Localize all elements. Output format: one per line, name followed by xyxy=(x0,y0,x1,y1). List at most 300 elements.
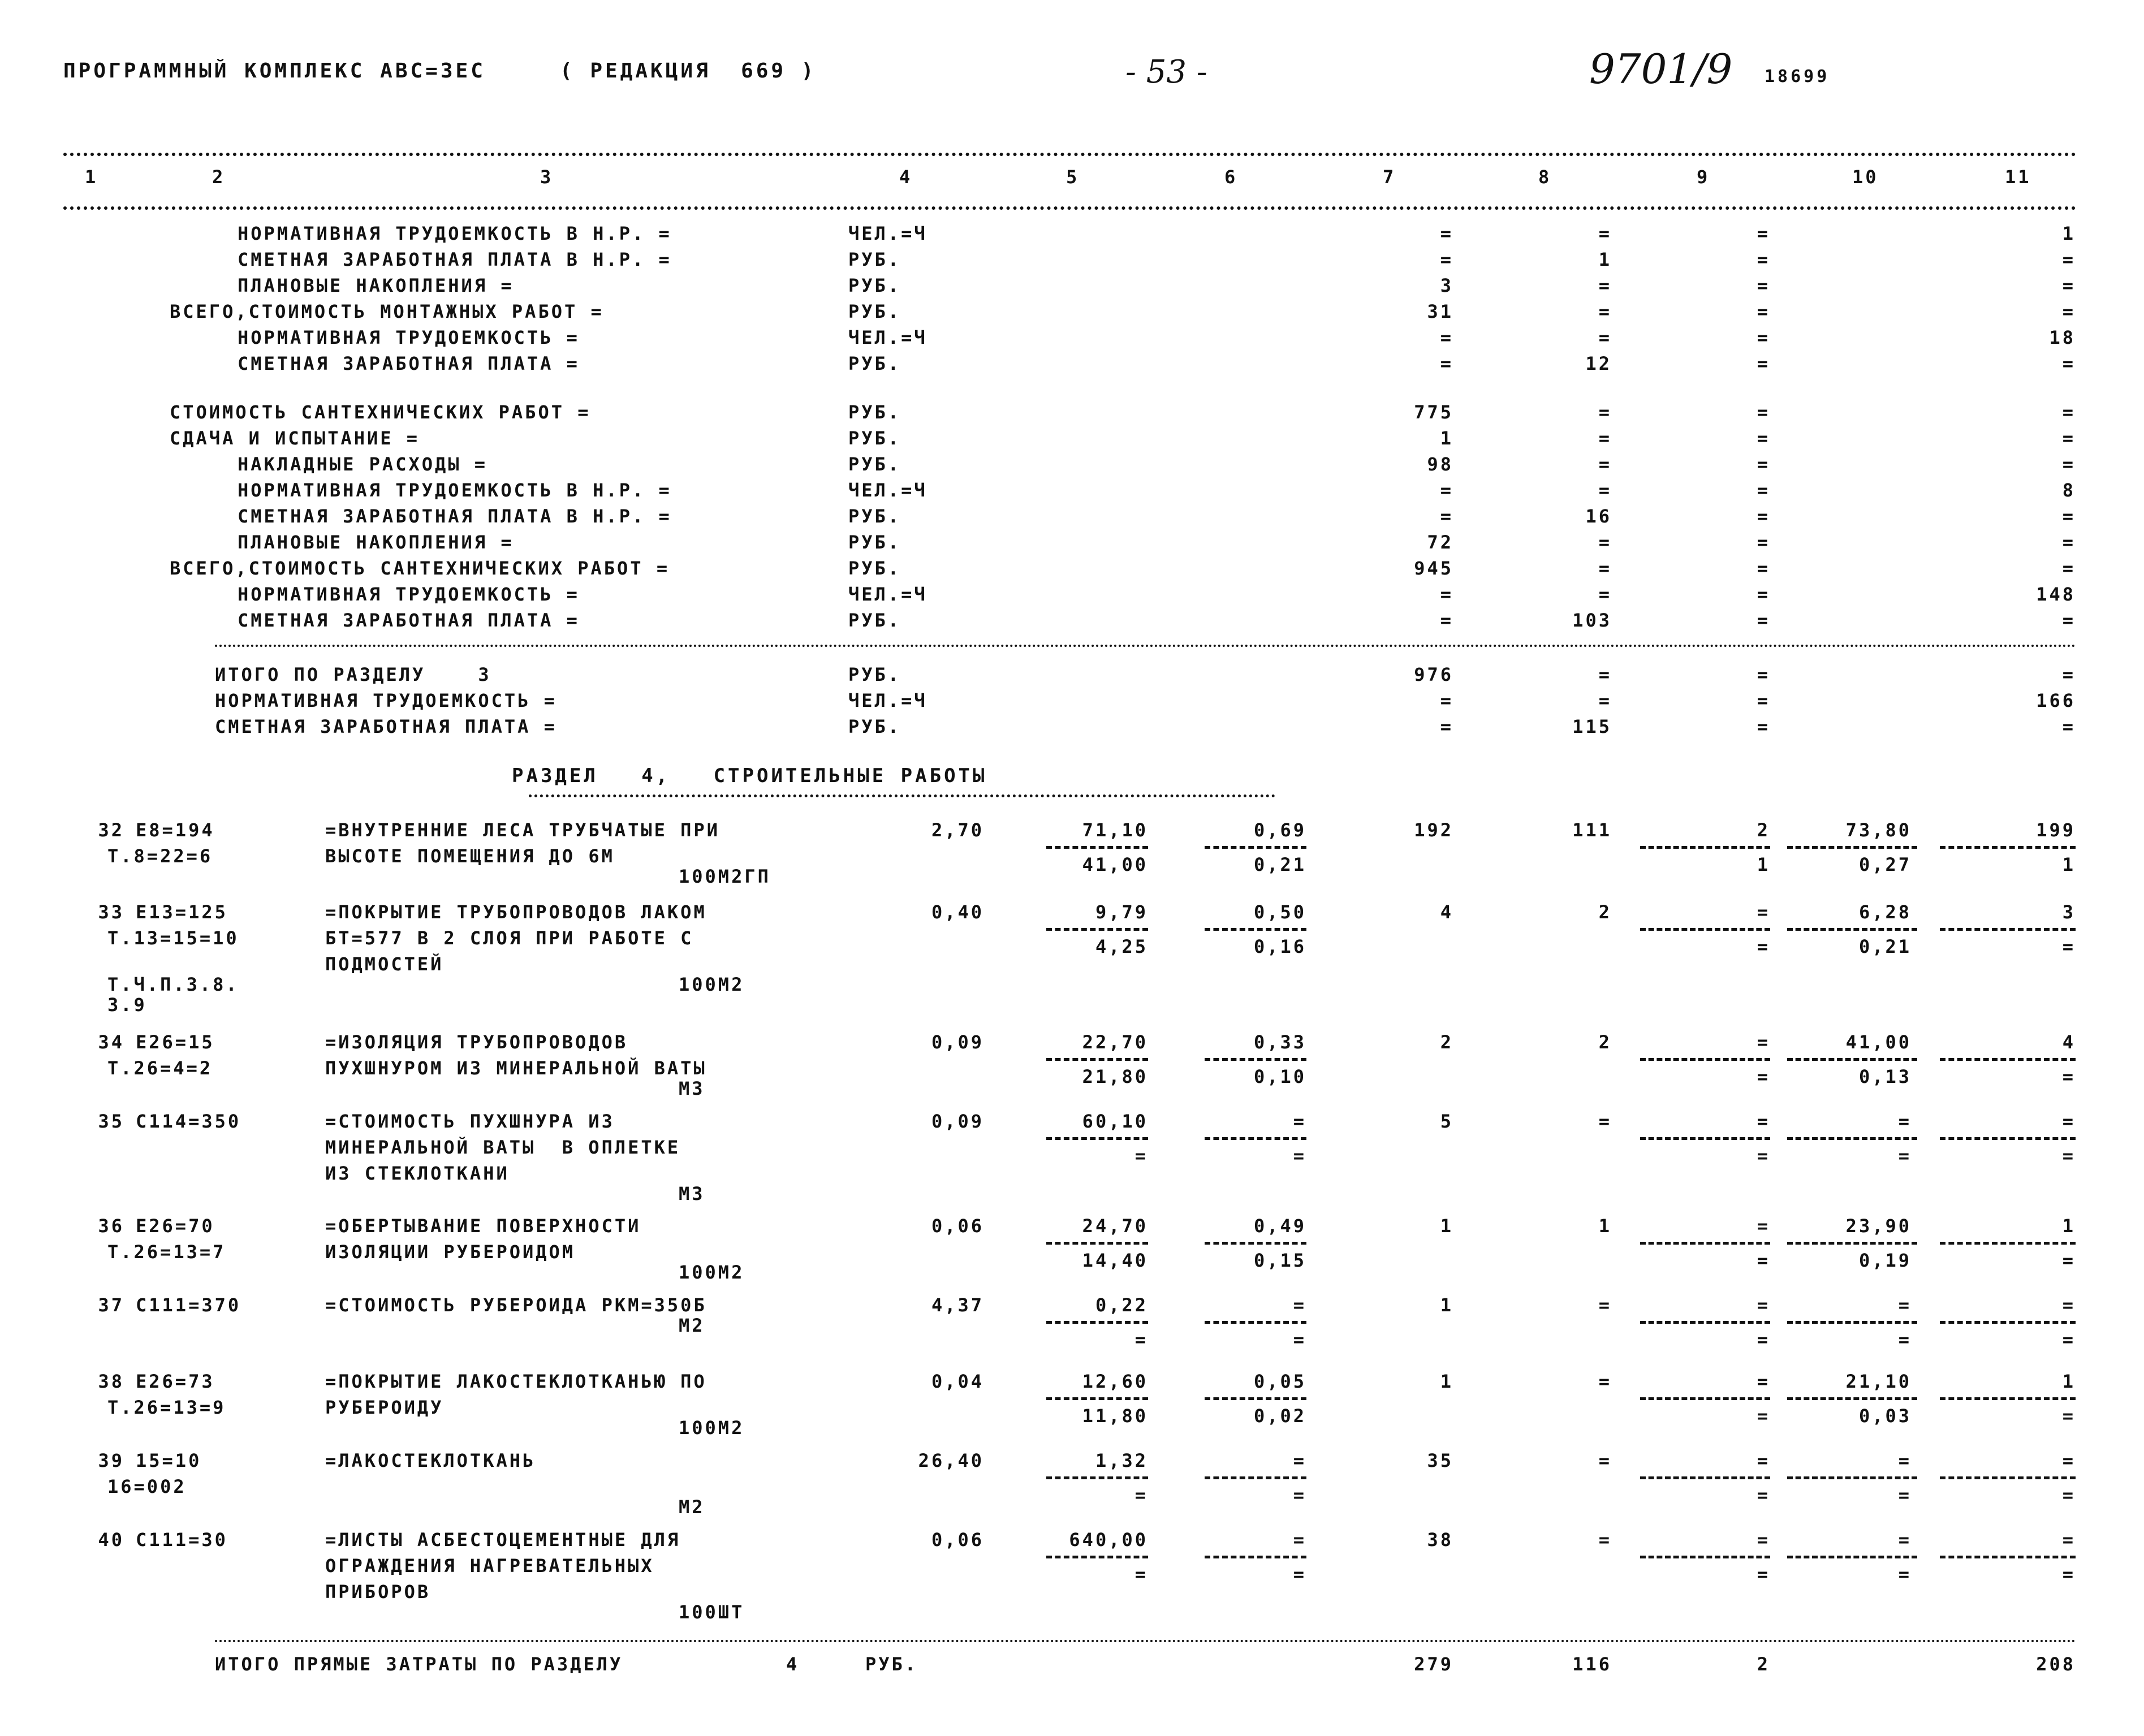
summary-row xyxy=(0,581,2144,607)
item-sub-s10: 0,27 xyxy=(1858,854,1912,875)
item-description-line: ПОДМОСТЕЙ xyxy=(325,953,444,975)
item-sub-s10: 0,13 xyxy=(1858,1066,1912,1087)
item-sub-s11: 1 xyxy=(2062,854,2076,875)
item-sub-s10: 0,03 xyxy=(1858,1405,1912,1427)
column-subtotal-divider xyxy=(1205,1556,1306,1558)
section3-total-row xyxy=(0,688,2144,714)
item-unit: М3 xyxy=(679,1078,705,1099)
summary-col8: = xyxy=(1598,223,1612,244)
item-qty: 2,70 xyxy=(931,819,984,841)
item-sub-s5: 11,80 xyxy=(1082,1405,1148,1427)
item-c8: = xyxy=(1598,1450,1612,1471)
summary-col7: 945 xyxy=(1414,558,1453,579)
summary-col7: = xyxy=(1440,506,1453,527)
summary-row xyxy=(0,477,2144,503)
final-total-col9: 2 xyxy=(1757,1653,1770,1675)
item-sub-s10: = xyxy=(1898,1564,1912,1585)
final-total-col11: 208 xyxy=(2036,1653,2076,1675)
item-sub-s11: = xyxy=(2062,1250,2076,1271)
column-subtotal-divider xyxy=(1205,1476,1306,1479)
item-code-extra: 3.9 xyxy=(107,994,147,1016)
item-code-table: Т.26=4=2 xyxy=(107,1057,213,1079)
column-header: 7 xyxy=(1383,166,1396,188)
column-subtotal-divider xyxy=(1205,928,1306,931)
item-number: 36 xyxy=(98,1215,124,1237)
total-col11: = xyxy=(2062,716,2076,737)
item-code-table: Т.26=13=7 xyxy=(107,1241,226,1263)
item-code: Е13=125 xyxy=(136,901,228,923)
item-c9: = xyxy=(1757,1529,1770,1551)
summary-text: СДАЧА И ИСПЫТАНИЕ = xyxy=(170,427,420,449)
item-c11: 1 xyxy=(2062,1371,2076,1392)
document-code: 18699 xyxy=(1765,67,1830,87)
item-sub-s10: = xyxy=(1898,1145,1912,1167)
item-c5: 0,22 xyxy=(1095,1294,1148,1316)
summary-col11: = xyxy=(2062,249,2076,270)
column-header: 11 xyxy=(2005,166,2031,188)
item-unit: М2 xyxy=(679,1496,705,1518)
summary-col8: 12 xyxy=(1585,353,1612,374)
total-col11: 166 xyxy=(2036,690,2076,711)
summary-row xyxy=(0,221,2144,247)
column-header-rule xyxy=(63,206,2077,210)
column-header: 2 xyxy=(212,166,226,188)
summary-text: СМЕТНАЯ ЗАРАБОТНАЯ ПЛАТА = xyxy=(238,610,580,631)
summary-col7: = xyxy=(1440,480,1453,501)
column-header-row xyxy=(0,164,2144,190)
item-number: 38 xyxy=(98,1371,124,1392)
item-c9: = xyxy=(1757,1371,1770,1392)
column-subtotal-divider xyxy=(1205,1397,1306,1400)
item-unit: М3 xyxy=(679,1183,705,1204)
final-total-unit: РУБ. xyxy=(865,1653,918,1675)
summary-row xyxy=(0,325,2144,351)
summary-row xyxy=(0,351,2144,377)
item-c10: = xyxy=(1898,1450,1912,1471)
item-description-line: =ПОКРЫТИЕ ТРУБОПРОВОДОВ ЛАКОМ xyxy=(325,901,707,923)
column-subtotal-divider xyxy=(1940,928,2076,931)
item-c7: 1 xyxy=(1440,1215,1453,1237)
column-subtotal-divider xyxy=(1640,846,1770,849)
summary-col7: = xyxy=(1440,353,1453,374)
item-sub-s5: = xyxy=(1134,1145,1148,1167)
item-c7: 2 xyxy=(1440,1031,1453,1053)
item-description-line: ПРИБОРОВ xyxy=(325,1581,431,1603)
item-c9: = xyxy=(1757,1215,1770,1237)
column-subtotal-divider xyxy=(1640,928,1770,931)
item-c11: = xyxy=(2062,1450,2076,1471)
total-text: СМЕТНАЯ ЗАРАБОТНАЯ ПЛАТА = xyxy=(215,716,557,737)
summary-col9: = xyxy=(1757,532,1770,553)
summary-row xyxy=(0,399,2144,425)
summary-text: СМЕТНАЯ ЗАРАБОТНАЯ ПЛАТА = xyxy=(238,353,580,374)
item-c8: = xyxy=(1598,1294,1612,1316)
column-subtotal-divider xyxy=(1940,1321,2076,1324)
item-sub-s9: = xyxy=(1757,1145,1770,1167)
edition-label: ( РЕДАКЦИЯ 669 ) xyxy=(560,59,817,83)
summary-text: СМЕТНАЯ ЗАРАБОТНАЯ ПЛАТА В Н.Р. = xyxy=(238,249,672,270)
item-c9: = xyxy=(1757,901,1770,923)
item-code: 15=10 xyxy=(136,1450,202,1471)
item-sub-s9: = xyxy=(1757,1250,1770,1271)
item-c10: 73,80 xyxy=(1845,819,1912,841)
summary-unit: РУБ. xyxy=(848,532,901,553)
summary-unit: РУБ. xyxy=(848,275,901,296)
item-unit: 100М2 xyxy=(679,1417,745,1439)
summary-col11: 18 xyxy=(2049,327,2076,348)
item-description-line: =ВНУТРЕННИЕ ЛЕСА ТРУБЧАТЫЕ ПРИ xyxy=(325,819,720,841)
page-number: - 53 - xyxy=(1125,54,1207,90)
item-description-line: =СТОИМОСТЬ ПУХШНУРА ИЗ xyxy=(325,1111,615,1132)
item-c11: 4 xyxy=(2062,1031,2076,1053)
item-c8: 2 xyxy=(1598,901,1612,923)
summary-col7: = xyxy=(1440,610,1453,631)
summary-col11: = xyxy=(2062,353,2076,374)
summary-col7: 3 xyxy=(1440,275,1453,296)
item-c9: = xyxy=(1757,1111,1770,1132)
item-c8: = xyxy=(1598,1371,1612,1392)
item-qty: 26,40 xyxy=(918,1450,984,1471)
item-sub-s6: 0,10 xyxy=(1253,1066,1306,1087)
final-total-section-number: 4 xyxy=(786,1653,800,1675)
column-subtotal-divider xyxy=(1640,1476,1770,1479)
total-col11: = xyxy=(2062,664,2076,685)
item-qty: 4,37 xyxy=(931,1294,984,1316)
item-code: Е26=70 xyxy=(136,1215,215,1237)
section3-total-row xyxy=(0,662,2144,688)
summary-unit: РУБ. xyxy=(848,427,901,449)
item-sub-s10: = xyxy=(1898,1484,1912,1506)
item-c6: 0,33 xyxy=(1253,1031,1306,1053)
item-sub-s11: = xyxy=(2062,1066,2076,1087)
item-c10: 6,28 xyxy=(1858,901,1912,923)
summary-unit: ЧЕЛ.=Ч xyxy=(848,584,928,605)
column-header: 6 xyxy=(1224,166,1238,188)
item-description-line: ИЗ СТЕКЛОТКАНИ xyxy=(325,1163,510,1184)
item-c6: = xyxy=(1293,1529,1306,1551)
item-c5: 9,79 xyxy=(1095,901,1148,923)
item-code-extra: Т.Ч.П.3.8. xyxy=(107,974,239,995)
total-col9: = xyxy=(1757,716,1770,737)
item-c8: 2 xyxy=(1598,1031,1612,1053)
summary-col9: = xyxy=(1757,558,1770,579)
summary-col7: 72 xyxy=(1427,532,1453,553)
summary-col9: = xyxy=(1757,454,1770,475)
item-code: Е26=73 xyxy=(136,1371,215,1392)
column-header: 8 xyxy=(1538,166,1552,188)
summary-col8: 16 xyxy=(1585,506,1612,527)
summary-col9: = xyxy=(1757,480,1770,501)
item-c11: = xyxy=(2062,1529,2076,1551)
total-unit: ЧЕЛ.=Ч xyxy=(848,690,928,711)
item-c6: = xyxy=(1293,1294,1306,1316)
summary-unit: РУБ. xyxy=(848,558,901,579)
summary-unit: ЧЕЛ.=Ч xyxy=(848,327,928,348)
item-sub-s11: = xyxy=(2062,936,2076,957)
summary-col9: = xyxy=(1757,327,1770,348)
column-subtotal-divider xyxy=(1046,846,1148,849)
item-number: 39 xyxy=(98,1450,124,1471)
column-subtotal-divider xyxy=(1940,1397,2076,1400)
summary-col9: = xyxy=(1757,427,1770,449)
column-subtotal-divider xyxy=(1640,1397,1770,1400)
item-c10: 21,10 xyxy=(1845,1371,1912,1392)
item-description-line: =ЛИСТЫ АСБЕСТОЦЕМЕНТНЫЕ ДЛЯ xyxy=(325,1529,681,1551)
item-description-line: РУБЕРОИДУ xyxy=(325,1397,444,1418)
item-description-line: =ПОКРЫТИЕ ЛАКОСТЕКЛОТКАНЬЮ ПО xyxy=(325,1371,707,1392)
summary-text: ПЛАНОВЫЕ НАКОПЛЕНИЯ = xyxy=(238,532,514,553)
column-subtotal-divider xyxy=(1787,1058,1917,1061)
item-code: С111=370 xyxy=(136,1294,241,1316)
column-subtotal-divider xyxy=(1205,846,1306,849)
item-c5: 22,70 xyxy=(1082,1031,1148,1053)
item-sub-s6: = xyxy=(1293,1329,1306,1350)
summary-text: НОРМАТИВНАЯ ТРУДОЕМКОСТЬ = xyxy=(238,584,580,605)
item-sub-s5: = xyxy=(1134,1484,1148,1506)
item-c6: 0,69 xyxy=(1253,819,1306,841)
column-subtotal-divider xyxy=(1787,1242,1917,1245)
column-subtotal-divider xyxy=(1787,1137,1917,1140)
item-c7: 5 xyxy=(1440,1111,1453,1132)
item-code: С114=350 xyxy=(136,1111,241,1132)
summary-col7: = xyxy=(1440,584,1453,605)
item-c6: 0,50 xyxy=(1253,901,1306,923)
summary-col11: = xyxy=(2062,301,2076,322)
item-sub-s10: 0,21 xyxy=(1858,936,1912,957)
summary-row xyxy=(0,607,2144,633)
item-sub-s9: = xyxy=(1757,936,1770,957)
final-total-label: ИТОГО ПРЯМЫЕ ЗАТРАТЫ ПО РАЗДЕЛУ xyxy=(215,1653,623,1675)
item-qty: 0,40 xyxy=(931,901,984,923)
item-unit: М2 xyxy=(679,1315,705,1336)
summary-unit: РУБ. xyxy=(848,401,901,423)
summary-row xyxy=(0,503,2144,529)
item-sub-s6: 0,16 xyxy=(1253,936,1306,957)
item-description-line: ВЫСОТЕ ПОМЕЩЕНИЯ ДО 6М xyxy=(325,845,615,867)
column-subtotal-divider xyxy=(1787,846,1917,849)
item-qty: 0,04 xyxy=(931,1371,984,1392)
item-unit: 100М2 xyxy=(679,974,745,995)
item-c8: 111 xyxy=(1572,819,1612,841)
column-subtotal-divider xyxy=(1046,1242,1148,1245)
item-sub-s6: = xyxy=(1293,1484,1306,1506)
item-c10: 23,90 xyxy=(1845,1215,1912,1237)
item-code: С111=30 xyxy=(136,1529,228,1551)
column-subtotal-divider xyxy=(1046,1397,1148,1400)
total-unit: РУБ. xyxy=(848,664,901,685)
item-c10: = xyxy=(1898,1294,1912,1316)
summary-row xyxy=(0,299,2144,325)
item-c7: 1 xyxy=(1440,1371,1453,1392)
summary-col7: 775 xyxy=(1414,401,1453,423)
item-number: 35 xyxy=(98,1111,124,1132)
summary-row xyxy=(0,451,2144,477)
column-subtotal-divider xyxy=(1787,1321,1917,1324)
summary-col9: = xyxy=(1757,275,1770,296)
item-c6: = xyxy=(1293,1111,1306,1132)
summary-col9: = xyxy=(1757,249,1770,270)
summary-unit: ЧЕЛ.=Ч xyxy=(848,480,928,501)
summary-col11: = xyxy=(2062,558,2076,579)
item-sub-s5: 14,40 xyxy=(1082,1250,1148,1271)
item-sub-s10: 0,19 xyxy=(1858,1250,1912,1271)
summary-col8: 1 xyxy=(1598,249,1612,270)
item-c7: 192 xyxy=(1414,819,1453,841)
column-subtotal-divider xyxy=(1640,1556,1770,1558)
column-subtotal-divider xyxy=(1940,1556,2076,1558)
item-c6: 0,49 xyxy=(1253,1215,1306,1237)
item-sub-s9: = xyxy=(1757,1484,1770,1506)
summary-row xyxy=(0,425,2144,451)
item-code: Е8=194 xyxy=(136,819,215,841)
summary-unit: РУБ. xyxy=(848,506,901,527)
item-c10: = xyxy=(1898,1529,1912,1551)
summary-col11: 148 xyxy=(2036,584,2076,605)
final-total-row xyxy=(0,1651,2144,1677)
summary-col7: 1 xyxy=(1440,427,1453,449)
item-c5: 60,10 xyxy=(1082,1111,1148,1132)
summary-col11: = xyxy=(2062,401,2076,423)
item-description-line: БТ=577 В 2 СЛОЯ ПРИ РАБОТЕ С xyxy=(325,927,694,949)
item-sub-s11: = xyxy=(2062,1484,2076,1506)
column-subtotal-divider xyxy=(1046,928,1148,931)
item-code-table: Т.8=22=6 xyxy=(107,845,213,867)
item-c6: 0,05 xyxy=(1253,1371,1306,1392)
summary-col9: = xyxy=(1757,401,1770,423)
summary-col11: = xyxy=(2062,427,2076,449)
column-header: 5 xyxy=(1066,166,1080,188)
summary-col8: = xyxy=(1598,454,1612,475)
item-c5: 24,70 xyxy=(1082,1215,1148,1237)
total-col7: = xyxy=(1440,690,1453,711)
summary-col8: = xyxy=(1598,584,1612,605)
final-total-rule xyxy=(215,1640,2077,1642)
column-subtotal-divider xyxy=(1205,1058,1306,1061)
column-subtotal-divider xyxy=(1940,1058,2076,1061)
summary-col11: 8 xyxy=(2062,480,2076,501)
item-sub-s6: 0,02 xyxy=(1253,1405,1306,1427)
item-sub-s6: = xyxy=(1293,1564,1306,1585)
summary-col7: 31 xyxy=(1427,301,1453,322)
summary-col7: = xyxy=(1440,223,1453,244)
item-sub-s5: 4,25 xyxy=(1095,936,1148,957)
summary-col9: = xyxy=(1757,610,1770,631)
item-qty: 0,06 xyxy=(931,1529,984,1551)
column-header: 1 xyxy=(85,166,98,188)
summary-col9: = xyxy=(1757,223,1770,244)
column-subtotal-divider xyxy=(1205,1137,1306,1140)
summary-text: НОРМАТИВНАЯ ТРУДОЕМКОСТЬ = xyxy=(238,327,580,348)
summary-text: НАКЛАДНЫЕ РАСХОДЫ = xyxy=(238,454,488,475)
item-unit: 100ШТ xyxy=(679,1601,745,1623)
column-subtotal-divider xyxy=(1787,1476,1917,1479)
final-total-col7: 279 xyxy=(1414,1653,1453,1675)
column-subtotal-divider xyxy=(1046,1476,1148,1479)
column-subtotal-divider xyxy=(1940,1476,2076,1479)
item-code-table: 16=002 xyxy=(107,1476,187,1497)
total-text: ИТОГО ПО РАЗДЕЛУ 3 xyxy=(215,664,491,685)
item-number: 32 xyxy=(98,819,124,841)
summary-text: СТОИМОСТЬ САНТЕХНИЧЕСКИХ РАБОТ = xyxy=(170,401,591,423)
item-sub-s9: = xyxy=(1757,1329,1770,1350)
summary-col9: = xyxy=(1757,584,1770,605)
item-sub-s10: = xyxy=(1898,1329,1912,1350)
summary-unit: РУБ. xyxy=(848,249,901,270)
column-subtotal-divider xyxy=(1205,1242,1306,1245)
item-number: 34 xyxy=(98,1031,124,1053)
column-subtotal-divider xyxy=(1205,1321,1306,1324)
summary-col8: = xyxy=(1598,275,1612,296)
item-description-line: =ЛАКОСТЕКЛОТКАНЬ xyxy=(325,1450,536,1471)
summary-col11: = xyxy=(2062,275,2076,296)
section-title: РАЗДЕЛ 4, СТРОИТЕЛЬНЫЕ РАБОТЫ xyxy=(512,765,987,787)
summary-row xyxy=(0,273,2144,299)
item-c5: 1,32 xyxy=(1095,1450,1148,1471)
item-sub-s5: = xyxy=(1134,1329,1148,1350)
total-col9: = xyxy=(1757,690,1770,711)
summary-col11: = xyxy=(2062,506,2076,527)
item-qty: 0,09 xyxy=(931,1111,984,1132)
item-sub-s5: 41,00 xyxy=(1082,854,1148,875)
summary-unit: РУБ. xyxy=(848,301,901,322)
summary-col9: = xyxy=(1757,506,1770,527)
item-c9: = xyxy=(1757,1294,1770,1316)
item-unit: 100М2ГП xyxy=(679,866,771,887)
item-code-table: Т.26=13=9 xyxy=(107,1397,226,1418)
item-c5: 12,60 xyxy=(1082,1371,1148,1392)
item-sub-s11: = xyxy=(2062,1564,2076,1585)
item-unit: 100М2 xyxy=(679,1262,745,1283)
item-c9: = xyxy=(1757,1031,1770,1053)
item-c11: 1 xyxy=(2062,1215,2076,1237)
item-c10: 41,00 xyxy=(1845,1031,1912,1053)
item-number: 40 xyxy=(98,1529,124,1551)
column-subtotal-divider xyxy=(1046,1321,1148,1324)
item-description-line: ИЗОЛЯЦИИ РУБЕРОИДОМ xyxy=(325,1241,576,1263)
section3-total-rule xyxy=(215,645,2077,647)
item-c7: 35 xyxy=(1427,1450,1453,1471)
item-description-line: =СТОИМОСТЬ РУБЕРОИДА РКМ=350Б xyxy=(325,1294,707,1316)
summary-col8: 103 xyxy=(1572,610,1612,631)
column-header: 9 xyxy=(1697,166,1710,188)
column-subtotal-divider xyxy=(1940,1137,2076,1140)
item-c7: 1 xyxy=(1440,1294,1453,1316)
column-subtotal-divider xyxy=(1787,1556,1917,1558)
item-c10: = xyxy=(1898,1111,1912,1132)
summary-col7: 98 xyxy=(1427,454,1453,475)
item-number: 37 xyxy=(98,1294,124,1316)
total-col9: = xyxy=(1757,664,1770,685)
summary-col9: = xyxy=(1757,353,1770,374)
column-subtotal-divider xyxy=(1940,1242,2076,1245)
summary-col8: = xyxy=(1598,558,1612,579)
item-sub-s11: = xyxy=(2062,1145,2076,1167)
column-subtotal-divider xyxy=(1787,1397,1917,1400)
item-c11: 3 xyxy=(2062,901,2076,923)
item-c8: = xyxy=(1598,1111,1612,1132)
item-c6: = xyxy=(1293,1450,1306,1471)
summary-col8: = xyxy=(1598,480,1612,501)
item-c8: 1 xyxy=(1598,1215,1612,1237)
summary-row xyxy=(0,555,2144,581)
item-description-line: ПУХШНУРОМ ИЗ МИНЕРАЛЬНОЙ ВАТЫ xyxy=(325,1057,707,1079)
section3-total-row xyxy=(0,714,2144,740)
total-col7: 976 xyxy=(1414,664,1453,685)
item-sub-s5: 21,80 xyxy=(1082,1066,1148,1087)
item-sub-s5: = xyxy=(1134,1564,1148,1585)
item-qty: 0,06 xyxy=(931,1215,984,1237)
summary-unit: РУБ. xyxy=(848,610,901,631)
